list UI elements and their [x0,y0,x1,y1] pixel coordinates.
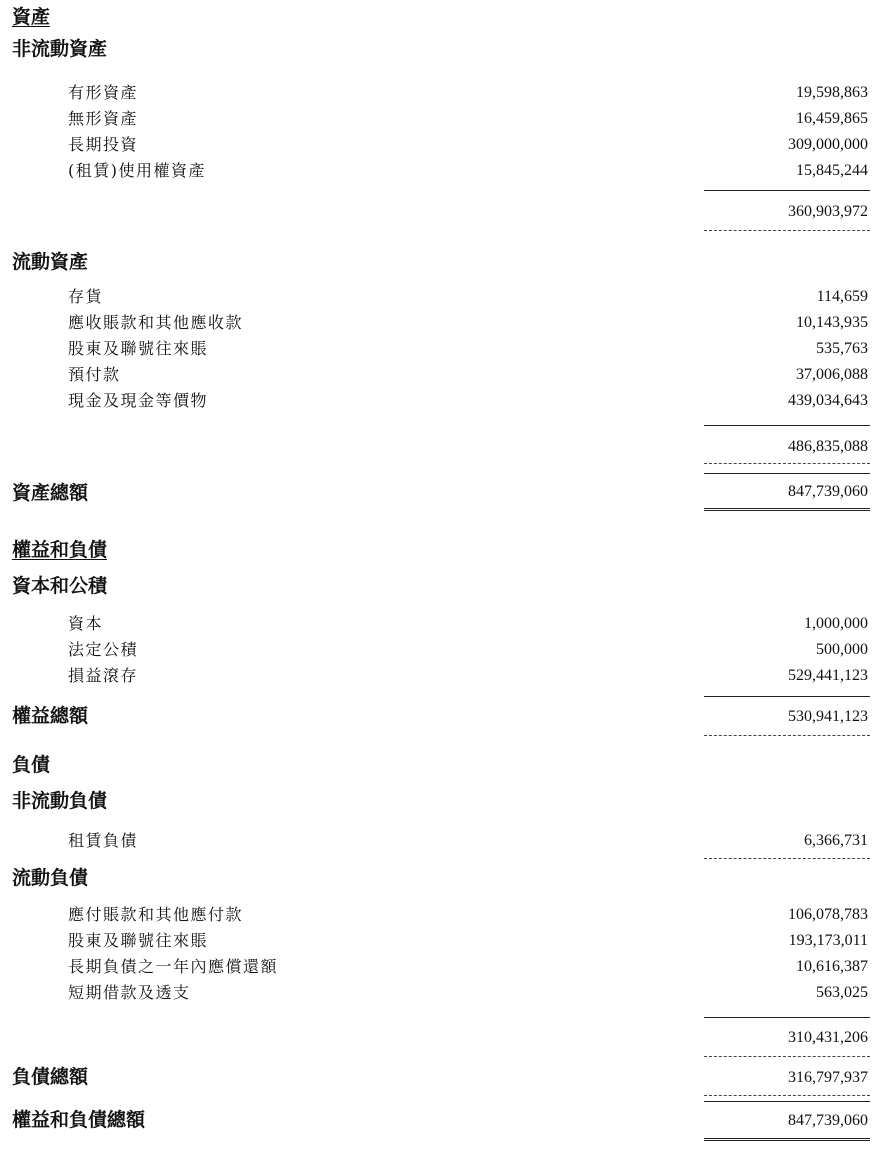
total-rule [704,1101,870,1102]
line-item-label: 股東及聯號往來賬 [68,931,209,950]
total-liabilities-value: 316,797,937 [788,1069,868,1086]
line-item-label: (租賃)使用權資產 [68,161,206,180]
subtotal-dashed-rule [704,735,870,736]
current-liabilities-subtotal: 310,431,206 [788,1029,868,1046]
line-item-value: 1,000,000 [804,615,868,632]
line-item-value: 529,441,123 [788,667,868,684]
line-item-value: 10,143,935 [796,314,868,331]
line-item-label: 短期借款及透支 [68,983,191,1002]
line-item-label: 存貨 [68,287,104,306]
line-item-label: 資本 [68,614,104,633]
line-item-value: 106,078,783 [788,906,868,923]
line-item-label: 有形資產 [68,83,139,102]
subtotal-rule [704,696,870,697]
subtotal-dashed-rule [704,230,870,231]
line-item-value: 15,845,244 [796,162,868,179]
line-item-label: 長期投資 [68,135,139,154]
line-item-label: 現金及現金等價物 [68,391,209,410]
line-item-value: 16,459,865 [796,110,868,127]
total-equity-liabilities-value: 847,739,060 [788,1112,868,1129]
current-assets-subtotal: 486,835,088 [788,438,868,455]
total-assets-value: 847,739,060 [788,483,868,500]
line-item-label: 長期負債之一年內應償還額 [68,957,279,976]
line-item-value: 500,000 [816,641,868,658]
line-item-label: 預付款 [68,365,121,384]
current-assets-heading: 流動資產 [12,251,89,273]
line-item-value: 19,598,863 [796,84,868,101]
total-equity-liabilities-label: 權益和負債總額 [12,1109,146,1131]
subtotal-dashed-rule [704,1095,870,1096]
equity-liabilities-heading: 權益和負債 [12,539,108,561]
line-item-value: 535,763 [816,340,868,357]
line-item-value: 37,006,088 [796,366,868,383]
line-item-label: 損益滾存 [68,666,139,685]
total-rule [704,473,870,474]
line-item-label: 租賃負債 [68,831,139,850]
subtotal-dashed-rule [704,1056,870,1057]
subtotal-dashed-rule [704,858,870,859]
non-current-liabilities-heading: 非流動負債 [12,790,108,812]
subtotal-dashed-rule [704,463,870,464]
line-item-value: 114,659 [816,288,868,305]
capital-reserves-heading: 資本和公積 [12,575,108,597]
subtotal-rule [704,425,870,426]
line-item-label: 應付賬款和其他應付款 [68,905,244,924]
liabilities-heading: 負債 [12,754,51,776]
subtotal-rule [704,190,870,191]
line-item-label: 應收賬款和其他應收款 [68,313,244,332]
line-item-value: 193,173,011 [788,932,868,949]
line-item-value: 10,616,387 [796,958,868,975]
total-equity-value: 530,941,123 [788,708,868,725]
total-assets-label: 資產總額 [12,482,89,504]
line-item-value: 563,025 [816,984,868,1001]
subtotal-rule [704,1017,870,1018]
non-current-assets-heading: 非流動資產 [12,38,108,60]
line-item-label: 股東及聯號往來賬 [68,339,209,358]
total-equity-label: 權益總額 [12,705,89,727]
grand-total-double-rule [704,1138,870,1141]
non-current-assets-subtotal: 360,903,972 [788,203,868,220]
line-item-label: 無形資產 [68,109,139,128]
line-item-value: 6,366,731 [804,832,868,849]
grand-total-double-rule [704,508,870,511]
line-item-value: 439,034,643 [788,392,868,409]
total-liabilities-label: 負債總額 [12,1066,89,1088]
assets-heading: 資產 [12,6,51,28]
current-liabilities-heading: 流動負債 [12,867,89,889]
line-item-label: 法定公積 [68,640,139,659]
line-item-value: 309,000,000 [788,136,868,153]
